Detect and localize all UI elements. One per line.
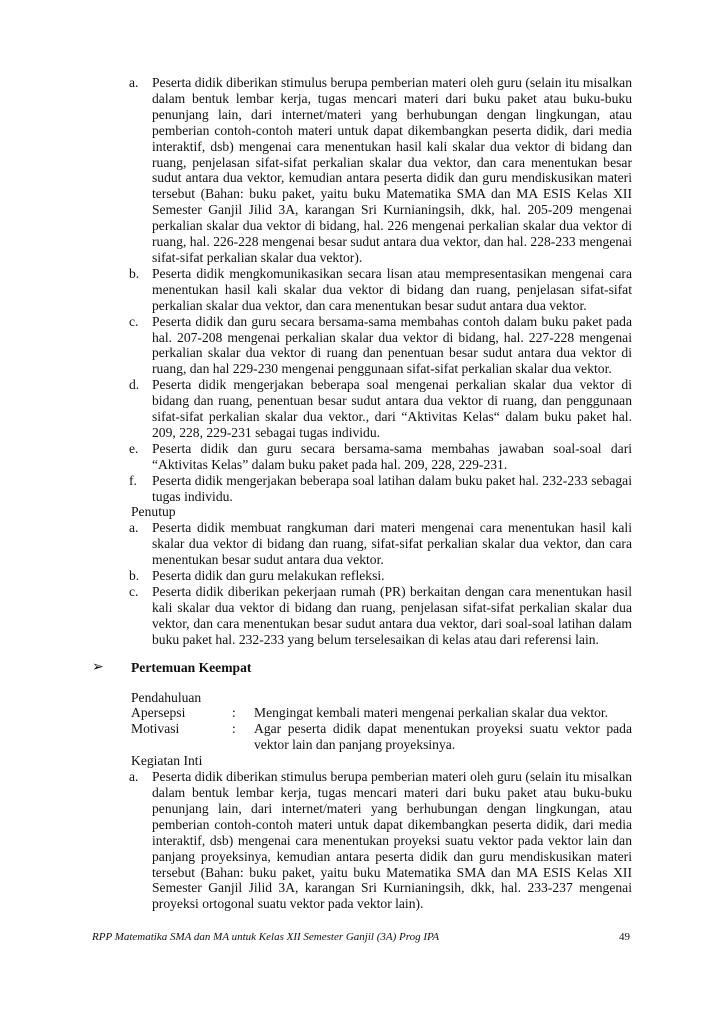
item-label: a. [129,769,139,785]
kegiatan-list [0,769,728,912]
page-number: 49 [619,931,630,943]
item-text: Peserta didik dan guru melakukan refleksi. [152,568,385,584]
list-item [0,584,728,648]
item-text: Peserta didik dan guru secara bersama-sama membahas jawaban soal-soal dari “Aktivitas Kelas” dalam buku paket pada hal. 209, 228, 229-231. [152,440,632,472]
apersepsi-colon: : [232,705,236,721]
item-label: e. [129,440,139,456]
item-label: b. [129,568,140,584]
item-text: Peserta didik mengerjakan beberapa soal latihan dalam buku paket hal. 232-233 sebagai tugas individu. [152,472,632,504]
item-text: Peserta didik diberikan pekerjaan rumah (PR) berkaitan dengan cara menentukan hasil kali skalar dua vektor di bidang dan ruang, penjelasan sifat-sifat perkalian skalar dua vektor, dan cara menentukan besar sudut antara dua vektor, dari soal-soal latihan dalam buku paket hal. 232-233 yang belum terselesaikan di kelas atau dari referensi lain. [152,584,632,647]
item-text: Peserta didik membuat rangkuman dari materi mengenai cara menentukan hasil kali skalar dua vektor di bidang dan ruang, sifat-sifat perkalian skalar dua vektor, dan cara menentukan besar sudut antara dua vektor. [152,520,632,568]
page-content [0,75,728,912]
penutup-heading: Penutup [131,504,176,520]
item-text: Peserta didik mengkomunikasikan secara lisan atau mempresentasikan mengenai cara menentukan hasil kali skalar dua vektor di bidang dan ruang, penjelasan sifat-sifat perkalian skalar dua vektor, dan cara menentukan besar sudut antara dua vektor. [152,265,632,313]
apersepsi-row [0,705,728,721]
arrow-bullet-icon: ➢ [92,659,104,675]
item-text: Peserta didik diberikan stimulus berupa pemberian materi oleh guru (selain itu misalkan dalam bentuk lembar kerja, tugas mencari materi dari buku paket atau buku-buku penunjang lain, dari internet/materi yang berhubungan dengan lingkungan, atau pemberian contoh-contoh materi untuk dapat dikembangkan peserta didik, dari media interaktif, dsb) mengenai cara menentukan hasil kali skalar dua vektor di bidang dan ruang, penjelasan sifat-sifat perkalian skalar dua vektor, dan cara menentukan besar sudut antara dua vektor, kemudian antara peserta didik dan guru mendiskusikan materi tersebut (Bahan: buku paket, yaitu buku Matematika SMA dan MA ESIS Kelas XII Semester Ganjil Jilid 3A, karangan Sri Kurnianingsih, dkk, hal. 205-209 mengenai perkalian skalar dua vektor di bidang, hal. 226 mengenai perkalian skalar dua vektor di ruang, hal. 226-228 mengenai besar sudut antara dua vektor, dan hal. 228-233 mengenai sifat-sifat perkalian skalar dua vektor). [152,75,632,265]
page-footer: RPP Matematika SMA dan MA untuk Kelas XII Semester Ganjil (3A) Prog IPA [92,931,440,943]
kegiatan-heading: Kegiatan Inti [131,753,203,769]
list-item [0,568,728,584]
item-text: Peserta didik mengerjakan beberapa soal mengenai perkalian skalar dua vektor di bidang dan ruang, penentuan besar sudut antara dua vektor di ruang, dan penggunaan sifat-sifat perkalian skalar dua vektor., dari “Aktivitas Kelas“ dalam buku paket hal. 209, 228, 229-231 sebagai tugas individu. [152,377,632,440]
list-item [0,266,728,314]
item-label: b. [129,265,140,281]
kegiatan-inti-list [0,75,728,504]
apersepsi-label: Apersepsi [131,705,186,721]
item-label: d. [129,377,140,393]
item-text: Peserta didik dan guru secara bersama-sama membahas contoh dalam buku paket pada hal. 207-208 mengenai perkalian skalar dua vektor di bidang, hal. 227-228 mengenai perkalian skalar dua vektor di ruang dan penentuan besar sudut antara dua vektor di ruang, dan hal 229-230 mengenai penggunaan sifat-sifat perkalian skalar dua vektor. [152,313,632,377]
apersepsi-value: Mengingat kembali materi mengenai perkalian skalar dua vektor. [254,705,609,721]
motivasi-label: Motivasi [131,721,180,737]
list-item [0,377,728,441]
section-title: Pertemuan Keempat [131,659,252,675]
item-label: f. [129,472,137,488]
penutup-list [0,520,728,647]
item-label: a. [129,520,139,536]
list-item [0,520,728,568]
item-label: a. [129,75,139,90]
list-item [0,75,728,266]
list-item [0,769,728,912]
list-item [0,441,728,473]
item-label: c. [129,313,139,329]
motivasi-row [0,721,728,753]
list-item [0,473,728,505]
motivasi-colon: : [232,721,236,737]
item-label: c. [129,584,139,599]
motivasi-value: Agar peserta didik dapat menentukan proyeksi suatu vektor pada vektor lain dan panjang proyeksinya. [254,721,632,753]
section-heading [0,660,728,676]
item-text: Peserta didik diberikan stimulus berupa pemberian materi oleh guru (selain itu misalkan dalam bentuk lembar kerja, tugas mencari materi dari buku paket atau buku-buku penunjang lain, dari internet/materi yang berhubungan dengan lingkungan, atau pemberian contoh-contoh materi untuk dapat dikembangkan peserta didik, dari media interaktif, dsb) mengenai cara menentukan proyeksi suatu vektor pada vektor lain dan panjang proyeksinya, kemudian antara peserta didik dan guru mendiskusikan materi tersebut (Bahan: buku paket, yaitu buku Matematika SMA dan MA ESIS Kelas XII Semester Ganjil Jilid 3A, karangan Sri Kurnianingsih, dkk, hal. 233-237 mengenai proyeksi ortogonal suatu vektor pada vektor lain). [152,769,632,912]
list-item [0,314,728,378]
pendahuluan-heading: Pendahuluan [131,689,202,705]
